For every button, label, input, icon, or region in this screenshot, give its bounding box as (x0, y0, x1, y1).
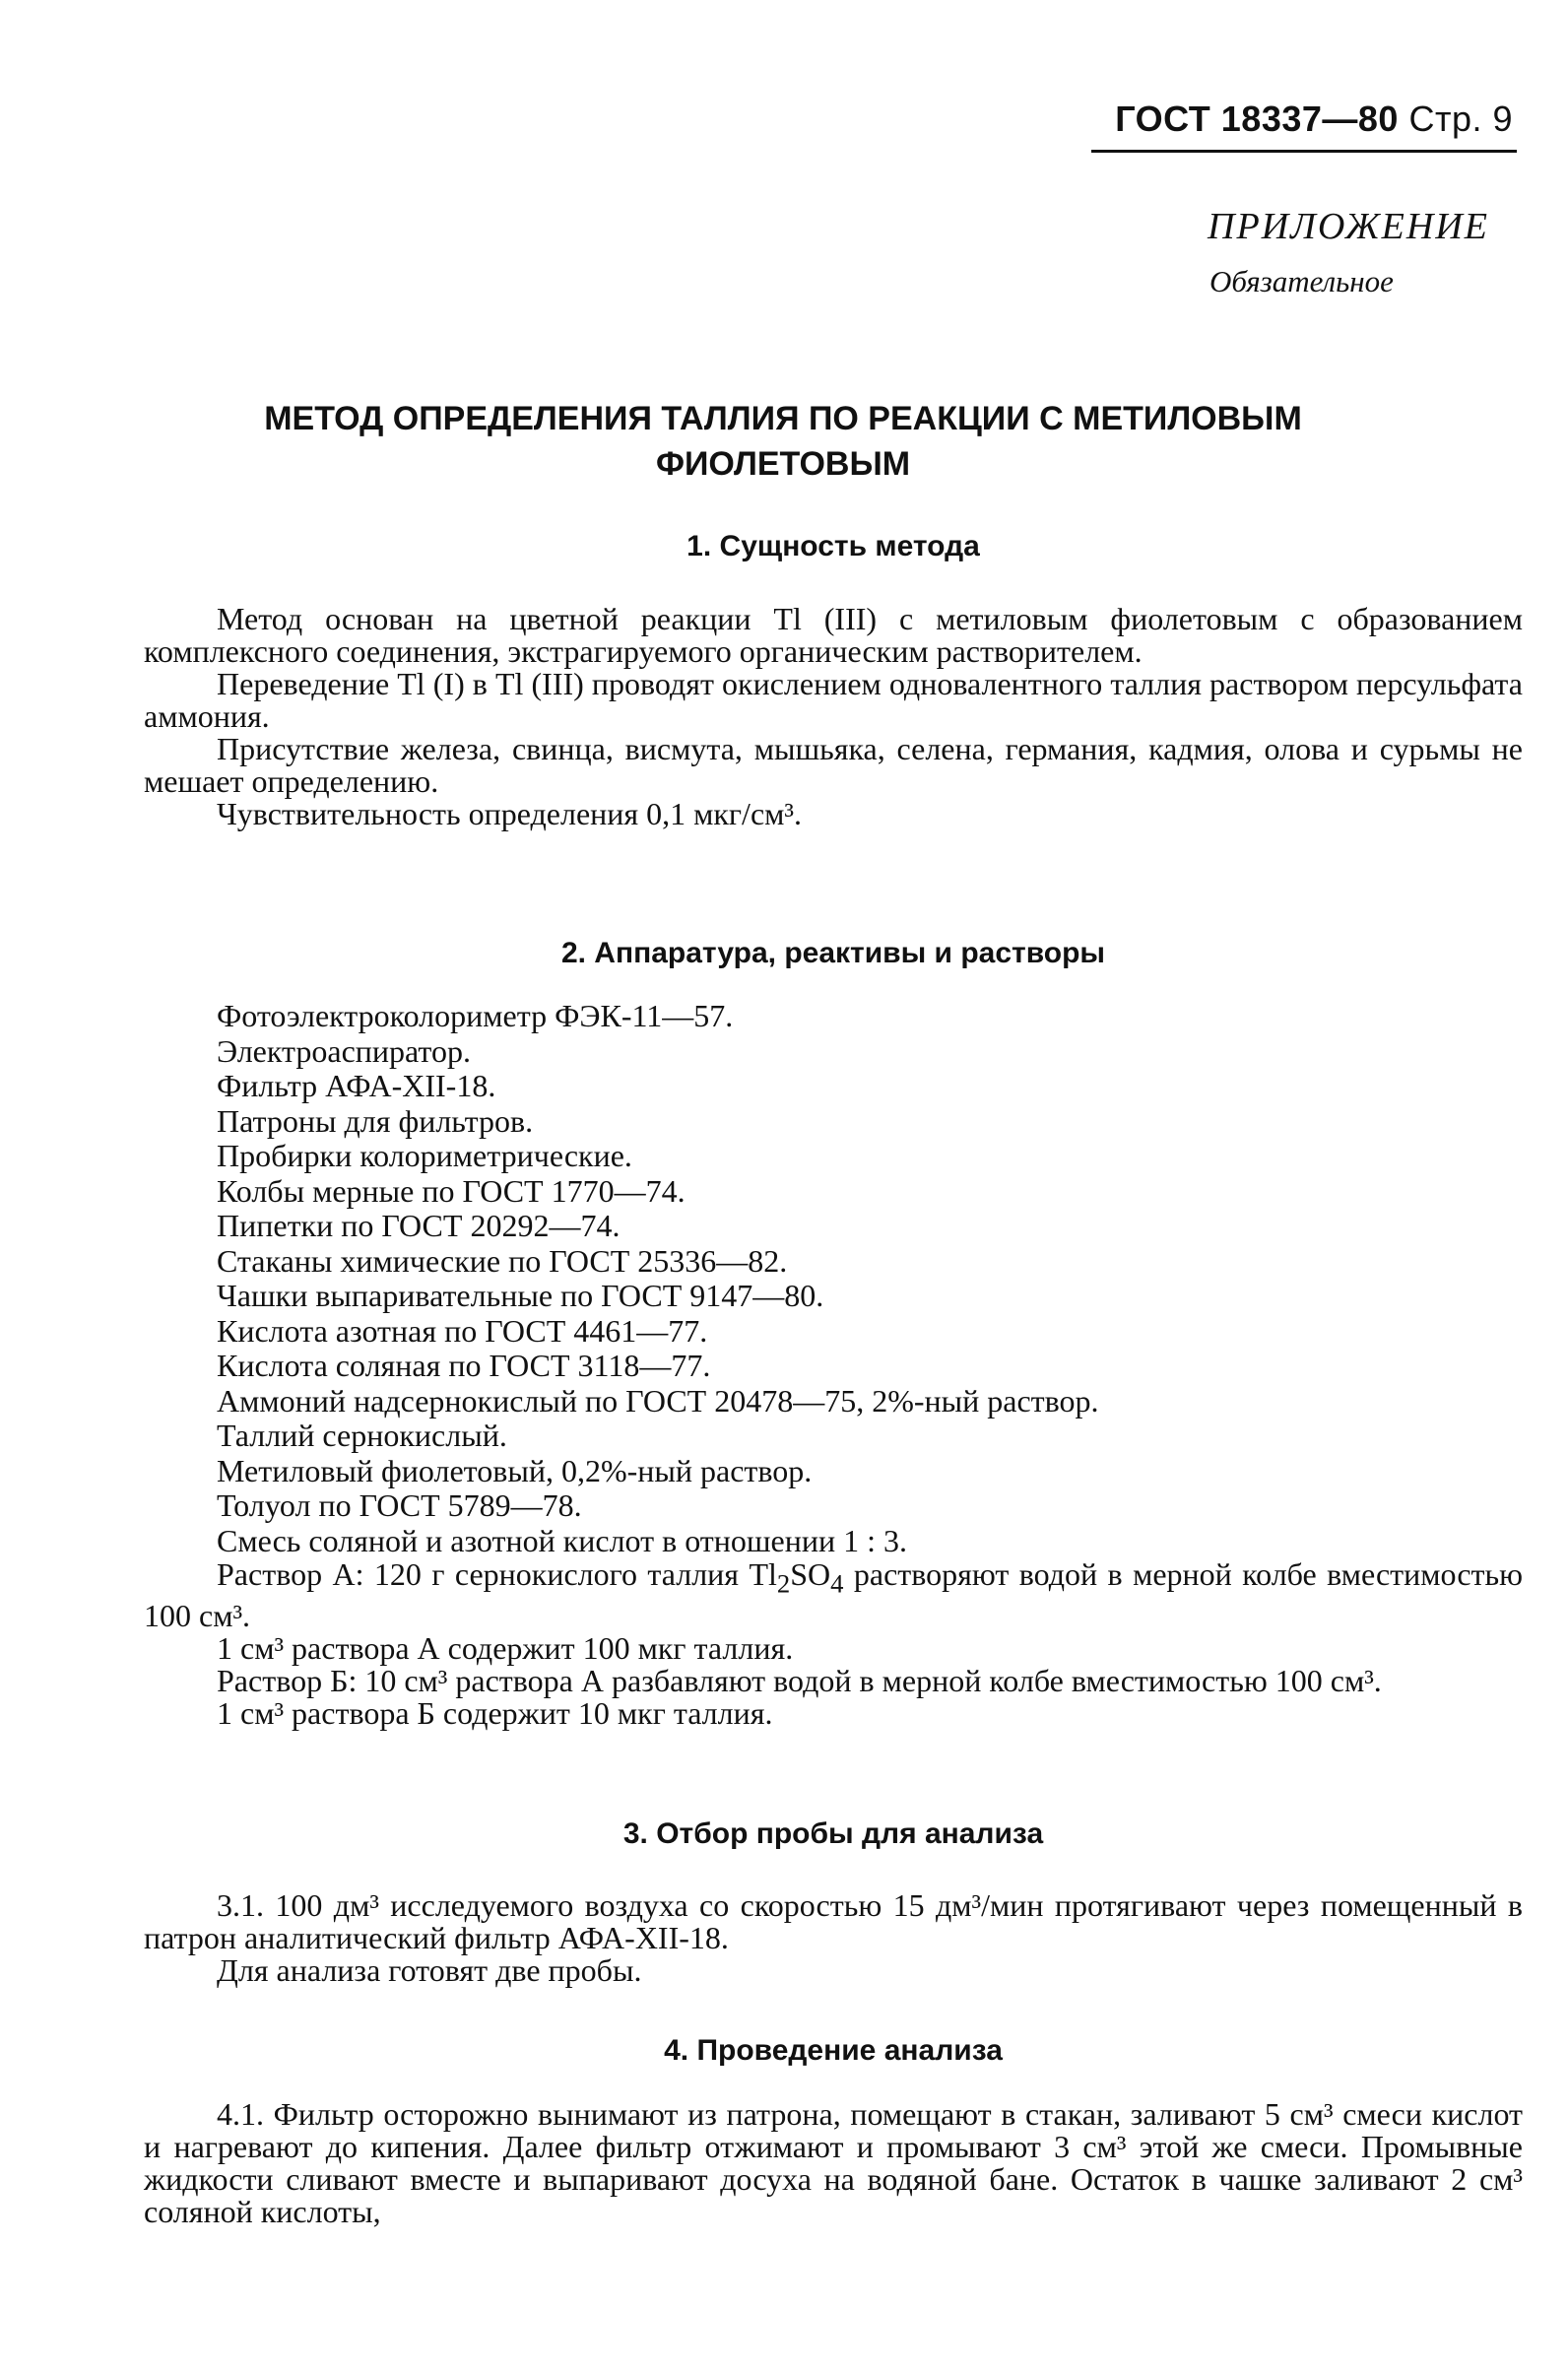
document-title-line2: ФИОЛЕТОВЫМ (655, 445, 911, 483)
list-item: Кислота соляная по ГОСТ 3118—77. (217, 1348, 711, 1383)
section1-paragraph: Присутствие железа, свинца, висмута, мышьяка, селена, германия, кадмия, олова и сурьмы не мешает определению. (144, 731, 1523, 799)
list-item: Метиловый фиолетовый, 0,2%-ный раствор. (217, 1452, 813, 1488)
section1-body (144, 603, 1523, 830)
list-item: Колбы мерные по ГОСТ 1770—74. (217, 1172, 686, 1209)
section4-title: 4. Проведение анализа (664, 2034, 1003, 2067)
list-item: Чашки выпаривательные по ГОСТ 9147—80. (217, 1278, 824, 1313)
section4-paragraph: 4.1. Фильтр осторожно вынимают из патрона, помещают в стакан, заливают 5 см³ смеси кислот и нагревают до кипения. Далее фильтр отжимают и промывают 3 см³ этой же смеси. Промывные жидкости сливают вместе и выпаривают досуха на водяной бане. Остаток в чашке заливают 2 см³ соляной кислоты, (144, 2096, 1523, 2229)
list-item: Кислота азотная по ГОСТ 4461—77. (217, 1312, 708, 1349)
list-item: Фильтр АФА-ХII-18. (217, 1068, 496, 1103)
appendix-label (1208, 205, 1489, 299)
list-item: Пробирки колориметрические. (217, 1138, 632, 1173)
section3-paragraph: Для анализа готовят две пробы. (217, 1952, 642, 1988)
section3-paragraph: 3.1. 100 дм³ исследуемого воздуха со скоростью 15 дм³/мин протягивают через помещенный в патрон аналитический фильтр АФА-ХII-18. (144, 1887, 1523, 1955)
list-item: Смесь соляной и азотной кислот в отношении 1 : 3. (217, 1522, 908, 1558)
header-rule (1091, 150, 1517, 153)
list-item: Таллий сернокислый. (217, 1418, 507, 1453)
section1-paragraph: Метод основан на цветной реакции Тl (III) с метиловым фиолетовым с образованием комплексного соединения, экстрагируемого органическим растворителем. (144, 601, 1523, 669)
solution-b: Раствор Б: 10 см³ раствора А разбавляют водой в мерной колбе вместимостью 100 см³. (217, 1663, 1382, 1699)
document-title-line1: МЕТОД ОПРЕДЕЛЕНИЯ ТАЛЛИЯ ПО РЕАКЦИИ С МЕТИЛОВЫМ (264, 400, 1302, 437)
section2-title: 2. Аппаратура, реактивы и растворы (560, 937, 1106, 969)
section1-paragraph: Переведение Тl (I) в Тl (III) проводят окислением одновалентного таллия раствором персульфата аммония. (144, 666, 1523, 734)
header-page-number: Стр. 9 (1408, 99, 1513, 139)
list-item: Стаканы химические по ГОСТ 25336—82. (217, 1242, 788, 1279)
section2-list (144, 999, 1523, 1730)
list-item: Толуол по ГОСТ 5789—78. (217, 1487, 582, 1523)
section3-body (144, 1889, 1523, 1987)
solution-b-content: 1 см³ раствора Б содержит 10 мкг таллия. (217, 1695, 773, 1732)
list-item: Электроаспиратор. (217, 1032, 471, 1069)
document-title (227, 396, 1339, 487)
appendix-title: ПРИЛОЖЕНИЕ (1208, 206, 1489, 247)
list-item: Аммоний надсернокислый по ГОСТ 20478—75, 2%-ный раствор. (217, 1382, 1099, 1419)
solution-a: Раствор А: 120 г сернокислого таллия $Tl_2SO_4$ растворяют водой в мерной колбе вместимостью 100 см³. (144, 1556, 1524, 1634)
list-item: Фотоэлектроколориметр ФЭК-11—57. (217, 998, 734, 1033)
page-header (1115, 99, 1513, 140)
header-doc-number: ГОСТ 18337—80 (1115, 99, 1399, 139)
section1-title: 1. Сущность метода (686, 530, 980, 562)
appendix-subtitle: Обязательное (1209, 264, 1394, 298)
list-item: Патроны для фильтров. (217, 1102, 534, 1139)
section4-body (144, 2098, 1523, 2228)
solution-a-content: 1 см³ раствора А содержит 100 мкг таллия. (217, 1630, 794, 1667)
section3-title: 3. Отбор пробы для анализа (622, 1817, 1044, 1850)
list-item: Пипетки по ГОСТ 20292—74. (217, 1208, 621, 1243)
section1-paragraph: Чувствительность определения 0,1 мкг/см³. (217, 796, 802, 831)
